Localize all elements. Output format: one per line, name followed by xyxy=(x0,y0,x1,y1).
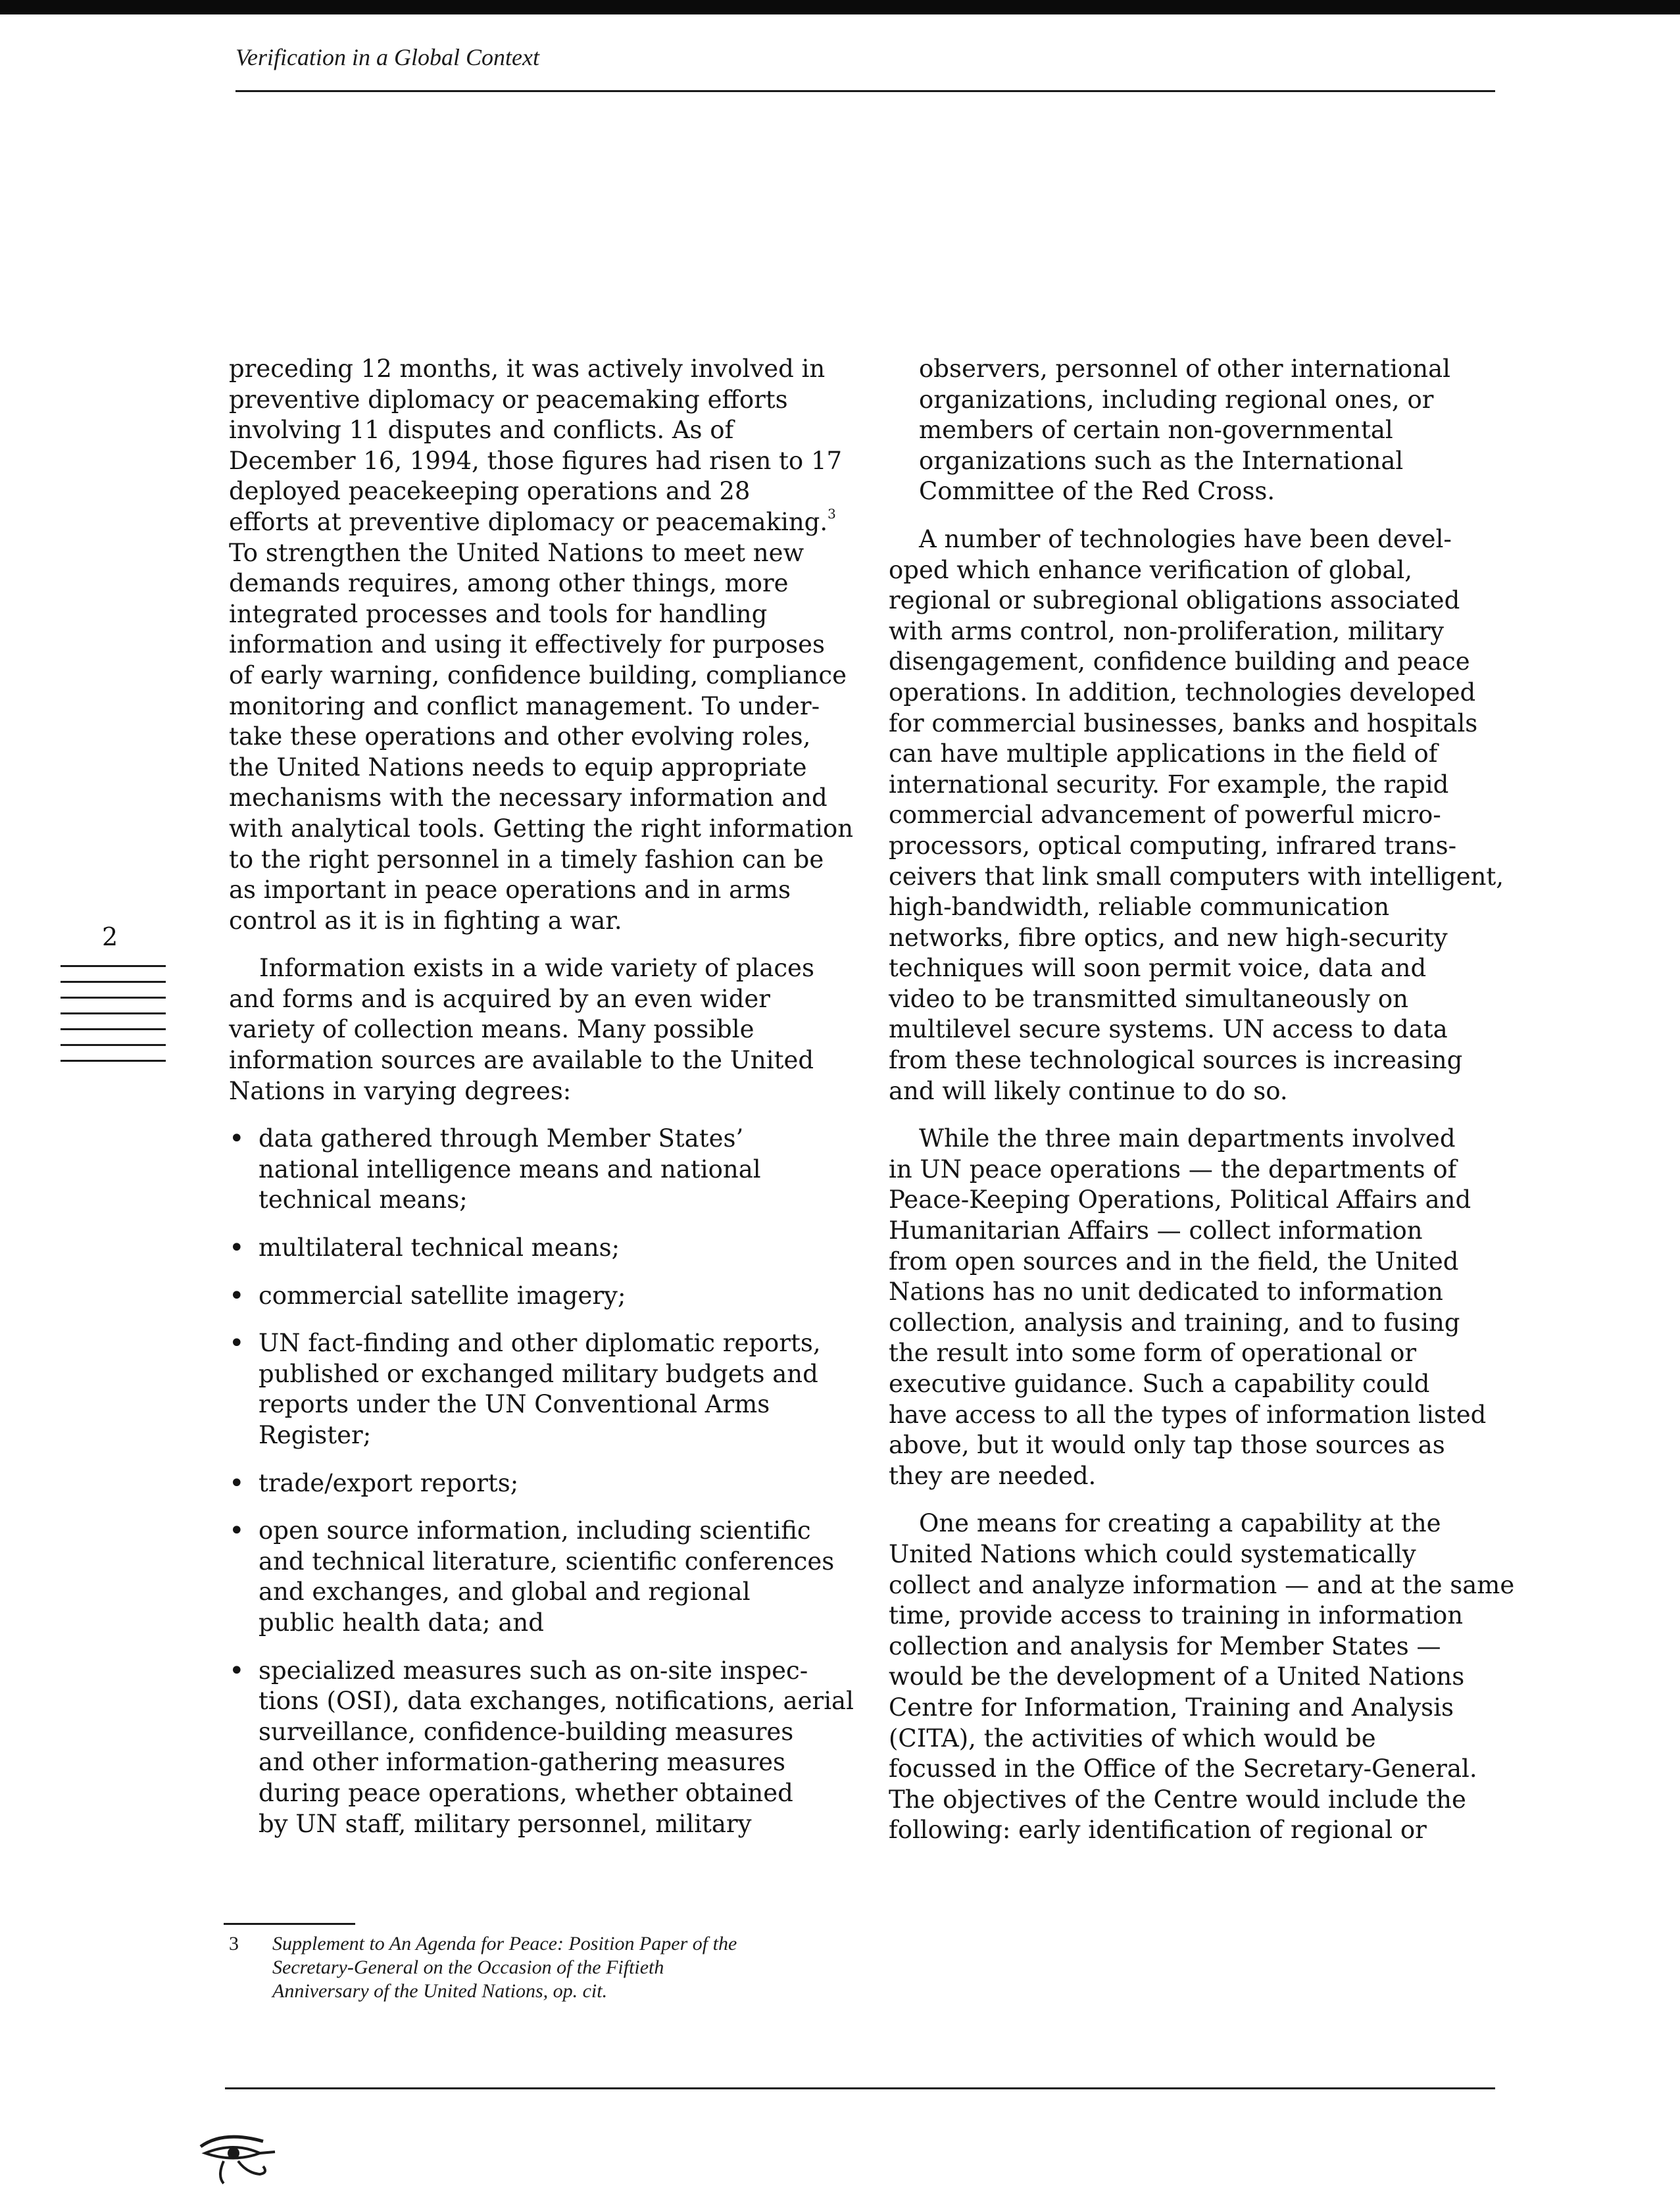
text-line: video to be transmitted simultaneously on xyxy=(889,984,1408,1013)
right-paragraph-2 xyxy=(889,524,1504,1107)
text-line: variety of collection means. Many possible xyxy=(229,1015,754,1044)
text-line: To strengthen the United Nations to meet new xyxy=(229,538,804,567)
text-line: organizations, including regional ones, or xyxy=(919,385,1434,414)
bullet-icon: • xyxy=(229,1516,245,1547)
text-line: Register; xyxy=(259,1421,372,1449)
header-rule xyxy=(235,90,1495,92)
text-line: ceivers that link small computers with intelligent, xyxy=(889,862,1504,891)
text-line: of early warning, confidence building, compliance xyxy=(229,660,847,689)
text-line: and technical literature, scientific conferences xyxy=(259,1547,835,1576)
text-line: Nations in varying degrees: xyxy=(229,1076,572,1105)
text-line: to the right personnel in a timely fashion can be xyxy=(229,845,824,874)
list-item xyxy=(229,1233,841,1264)
text-line: Anniversary of the United Nations, op. cit. xyxy=(272,1980,608,2002)
right-paragraph-3 xyxy=(889,1124,1500,1491)
text-line: trade/export reports; xyxy=(259,1468,519,1497)
text-line: information sources are available to the United xyxy=(229,1046,814,1075)
text-line xyxy=(229,507,841,538)
text-line: following: early identification of regional or xyxy=(889,1816,1427,1845)
text-line: involving 11 disputes and conflicts. As of xyxy=(229,416,734,445)
bullet-icon: • xyxy=(229,1280,245,1311)
divider xyxy=(61,1044,166,1046)
right-paragraph-4 xyxy=(889,1508,1515,1846)
bullet-icon: • xyxy=(229,1655,245,1686)
text-line: would be the development of a United Nations xyxy=(889,1662,1465,1691)
text-line: information and using it effectively for purposes xyxy=(229,630,826,659)
bullet-icon: • xyxy=(229,1468,245,1499)
text-line: data gathered through Member States’ xyxy=(259,1124,744,1153)
text-line: surveillance, confidence-building measures xyxy=(259,1717,794,1746)
text-line: the United Nations needs to equip appropriate xyxy=(229,753,807,782)
left-paragraph-2 xyxy=(229,953,841,1107)
text-line: preceding 12 months, it was actively involved in xyxy=(229,355,826,383)
text-line: they are needed. xyxy=(889,1461,1097,1490)
text-line: specialized measures such as on-site inspec- xyxy=(259,1656,808,1685)
text-line: United Nations which could systematically xyxy=(889,1539,1416,1568)
left-column xyxy=(229,354,854,1839)
text-line: The objectives of the Centre would include the xyxy=(889,1785,1466,1814)
text-line: with analytical tools. Getting the right information xyxy=(229,814,854,843)
text-line: Secretary-General on the Occasion of the Fiftieth xyxy=(272,1956,664,1978)
text-line: control as it is in fighting a war. xyxy=(229,906,622,935)
text-line: A number of technologies have been devel- xyxy=(919,524,1452,553)
right-column xyxy=(889,354,1515,1846)
text-line: techniques will soon permit voice, data and xyxy=(889,954,1427,983)
footnote-number: 3 xyxy=(229,1933,239,1954)
text-line: commercial advancement of powerful micro- xyxy=(889,801,1441,830)
text-line: by UN staff, military personnel, military xyxy=(259,1809,752,1838)
text-line: One means for creating a capability at the xyxy=(919,1509,1441,1538)
text-line: public health data; and xyxy=(259,1608,544,1637)
list-item xyxy=(229,1655,854,1840)
text-line: above, but it would only tap those sources as xyxy=(889,1431,1445,1460)
bullet-icon: • xyxy=(229,1124,245,1155)
text-line: from these technological sources is increasing xyxy=(889,1046,1463,1075)
text-line: international security. For example, the rapid xyxy=(889,770,1449,799)
divider xyxy=(61,1028,166,1030)
right-paragraph-1 xyxy=(889,354,1500,507)
running-header: Verification in a Global Context xyxy=(235,44,539,70)
text-line: Committee of the Red Cross. xyxy=(919,477,1275,506)
text-line: Centre for Information, Training and Analysis xyxy=(889,1693,1454,1722)
text-line: Information exists in a wide variety of places xyxy=(259,954,814,983)
text-line: and other information-gathering measures xyxy=(259,1748,785,1777)
text-line: the result into some form of operational or xyxy=(889,1339,1417,1368)
text-line: observers, personnel of other international xyxy=(919,355,1450,383)
text-line: disengagement, confidence building and peace xyxy=(889,647,1470,676)
text-line: commercial satellite imagery; xyxy=(259,1281,626,1310)
divider xyxy=(61,981,166,983)
text-line: integrated processes and tools for handling xyxy=(229,599,768,628)
text-line: processors, optical computing, infrared trans- xyxy=(889,831,1457,860)
text-line: monitoring and conflict management. To under- xyxy=(229,691,820,720)
top-edge-bar xyxy=(0,0,1680,14)
left-paragraph-1 xyxy=(229,354,854,936)
footnote-text xyxy=(272,1932,737,2003)
text-line: preventive diplomacy or peacemaking efforts xyxy=(229,385,788,414)
text-line: national intelligence means and national xyxy=(259,1155,761,1183)
text-line: as important in peace operations and in arms xyxy=(229,876,791,905)
text-line: Humanitarian Affairs — collect information xyxy=(889,1216,1423,1245)
text-line: in UN peace operations — the departments of xyxy=(889,1155,1457,1183)
text-line: While the three main departments involved xyxy=(919,1124,1456,1153)
text-line: high-bandwidth, reliable communication xyxy=(889,893,1390,922)
text-line: tions (OSI), data exchanges, notifications, aerial xyxy=(259,1687,854,1716)
text-line: have access to all the types of information listed xyxy=(889,1400,1487,1429)
eye-of-horus-icon xyxy=(197,2127,276,2186)
bullet-icon: • xyxy=(229,1233,245,1264)
list-item xyxy=(229,1516,841,1638)
bullet-icon: • xyxy=(229,1328,245,1359)
text-line: focussed in the Office of the Secretary-General. xyxy=(889,1754,1477,1783)
divider xyxy=(61,965,166,967)
text-line: reports under the UN Conventional Arms xyxy=(259,1390,770,1419)
divider xyxy=(61,997,166,999)
text-line: December 16, 1994, those figures had risen to 17 xyxy=(229,446,843,475)
text-line: open source information, including scientific xyxy=(259,1516,811,1545)
text-line: time, provide access to training in information xyxy=(889,1601,1464,1630)
page-number: 2 xyxy=(102,922,118,951)
margin-decorative-lines xyxy=(61,965,166,1076)
text-line: oped which enhance verification of global, xyxy=(889,555,1412,584)
text-line: and exchanges, and global and regional xyxy=(259,1578,751,1606)
text-line: published or exchanged military budgets and xyxy=(259,1359,818,1388)
text-line: technical means; xyxy=(259,1185,468,1214)
text-line: members of certain non-governmental xyxy=(919,416,1393,445)
text-line: Supplement to An Agenda for Peace: Position Paper of the xyxy=(272,1933,737,1954)
divider xyxy=(61,1060,166,1062)
text-line: collection and analysis for Member States — xyxy=(889,1631,1441,1660)
text-line: with arms control, non-proliferation, military xyxy=(889,616,1445,645)
text-line: organizations such as the International xyxy=(919,446,1404,475)
text-line: networks, fibre optics, and new high-security xyxy=(889,923,1448,952)
text-line: multilevel secure systems. UN access to data xyxy=(889,1015,1448,1044)
text-line: Peace-Keeping Operations, Political Affairs and xyxy=(889,1185,1471,1214)
text-line: demands requires, among other things, more xyxy=(229,569,789,598)
list-item xyxy=(229,1468,841,1499)
text-line: from open sources and in the field, the United xyxy=(889,1247,1459,1276)
text-line: executive guidance. Such a capability could xyxy=(889,1370,1430,1398)
text-line: take these operations and other evolving roles, xyxy=(229,722,811,751)
footnote-rule xyxy=(224,1923,355,1925)
text-line: for commercial businesses, banks and hospitals xyxy=(889,709,1478,737)
information-sources-list xyxy=(229,1124,854,1839)
list-item xyxy=(229,1328,841,1451)
text-line: operations. In addition, technologies developed xyxy=(889,678,1476,707)
text-line: mechanisms with the necessary information and xyxy=(229,784,828,812)
text-line: can have multiple applications in the field of xyxy=(889,739,1438,768)
text-line: deployed peacekeeping operations and 28 xyxy=(229,477,751,506)
footnote-reference: 3 xyxy=(828,505,836,522)
list-item xyxy=(229,1281,841,1312)
text-line: regional or subregional obligations associated xyxy=(889,586,1460,615)
text-line: during peace operations, whether obtained xyxy=(259,1778,793,1807)
text-line: and will likely continue to do so. xyxy=(889,1076,1288,1105)
footer-rule xyxy=(225,2087,1495,2089)
divider xyxy=(61,1012,166,1014)
text-line: collection, analysis and training, and to fusing xyxy=(889,1308,1460,1337)
text-fragment: efforts at preventive diplomacy or peacemaking. xyxy=(229,507,828,536)
text-line: and forms and is acquired by an even wider xyxy=(229,984,770,1013)
text-line: (CITA), the activities of which would be xyxy=(889,1724,1376,1753)
text-line: Nations has no unit dedicated to information xyxy=(889,1278,1443,1307)
list-item xyxy=(229,1124,841,1216)
text-line: collect and analyze information — and at the same xyxy=(889,1570,1515,1599)
text-line: UN fact-finding and other diplomatic reports, xyxy=(259,1329,821,1358)
text-line: multilateral technical means; xyxy=(259,1233,620,1262)
